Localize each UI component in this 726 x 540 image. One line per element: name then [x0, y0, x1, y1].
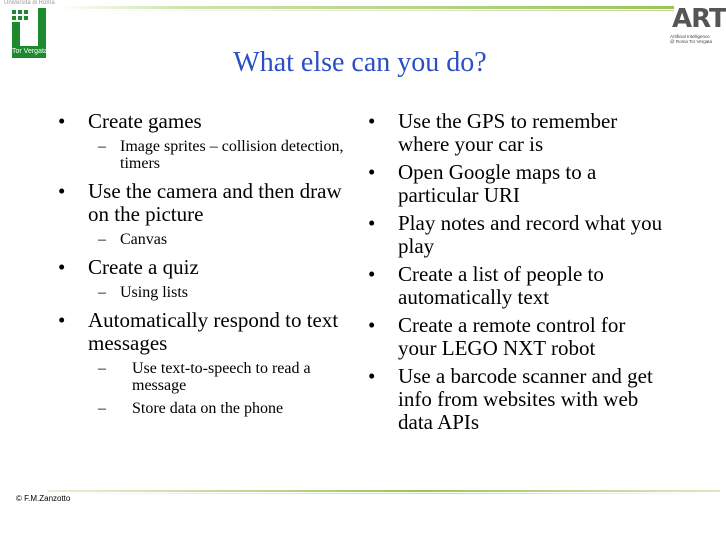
bullet-glyph: •	[368, 160, 376, 184]
dash-glyph: –	[98, 138, 106, 155]
sub-bullet-text: Image sprites – collision detection, timers	[120, 138, 344, 172]
bullet-item	[58, 180, 358, 226]
bullet-text: Create a remote control for your LEGO NXT robot	[398, 313, 626, 360]
bullet-text: Use the camera and then draw on the picture	[88, 179, 342, 226]
sub-bullet-item	[58, 231, 358, 248]
bullet-glyph: •	[58, 308, 66, 332]
bullet-item	[368, 161, 668, 207]
bullet-text: Create a list of people to automatically text	[398, 262, 604, 309]
dash-glyph: –	[98, 360, 106, 377]
art-logo-text	[670, 34, 712, 44]
bullet-item	[58, 256, 358, 279]
header-rule	[56, 6, 674, 9]
bullet-item	[368, 365, 668, 434]
sub-bullet-text: Store data on the phone	[132, 400, 284, 417]
bullet-item	[368, 314, 668, 360]
bullet-text: Automatically respond to text messages	[88, 308, 339, 355]
bullet-glyph: •	[368, 262, 376, 286]
bullet-glyph: •	[58, 179, 66, 203]
bullet-text: Use a barcode scanner and get info from websites with web data APIs	[398, 364, 653, 434]
bullet-text: Use the GPS to remember where your car is	[398, 109, 618, 156]
sub-bullet-item	[58, 138, 358, 172]
university-logo-caption: Università di Roma	[4, 0, 55, 6]
footer-rule	[48, 490, 720, 492]
bullet-glyph: •	[368, 313, 376, 337]
dash-glyph: –	[98, 284, 106, 301]
bullet-glyph: •	[368, 211, 376, 235]
bullet-text: Create a quiz	[88, 255, 199, 279]
bullet-text: Create games	[88, 109, 202, 133]
bullet-item	[368, 212, 668, 258]
copyright-notice: © F.M.Zanzotto	[16, 494, 71, 503]
bullet-glyph: •	[58, 109, 66, 133]
bullet-item	[58, 110, 358, 133]
bullet-glyph: •	[58, 255, 66, 279]
art-logo-text-line2: @ Roma Tor Vergata	[670, 39, 713, 44]
sub-bullet-text: Using lists	[120, 284, 189, 301]
sub-bullet-text: Canvas	[120, 231, 168, 248]
sub-bullet-text: Use text-to-speech to read a message	[132, 360, 311, 394]
bullet-text: Open Google maps to a particular URI	[398, 160, 597, 207]
bullet-item	[368, 263, 668, 309]
slide-title: What else can you do?	[233, 47, 487, 78]
art-logo-mark: ART	[672, 4, 726, 34]
dash-glyph: –	[98, 400, 106, 417]
university-logo-subtext: Tor Vergata	[12, 48, 48, 55]
art-logo	[668, 4, 726, 52]
art-logo-text-line1: Artificial Intelligence	[670, 34, 710, 39]
dash-glyph: –	[98, 231, 106, 248]
bullet-item	[58, 309, 358, 355]
bullet-glyph: •	[368, 109, 376, 133]
header-rule-thin	[56, 10, 674, 11]
footer-rule-thin	[48, 493, 720, 494]
bullet-text: Play notes and record what you play	[398, 211, 663, 258]
bullet-glyph: •	[368, 364, 376, 388]
bullet-item	[368, 110, 668, 156]
sub-bullet-item	[58, 284, 358, 301]
sub-bullet-item	[58, 360, 358, 394]
left-column	[58, 110, 358, 423]
sub-bullet-item	[58, 400, 358, 417]
right-column	[368, 110, 668, 439]
